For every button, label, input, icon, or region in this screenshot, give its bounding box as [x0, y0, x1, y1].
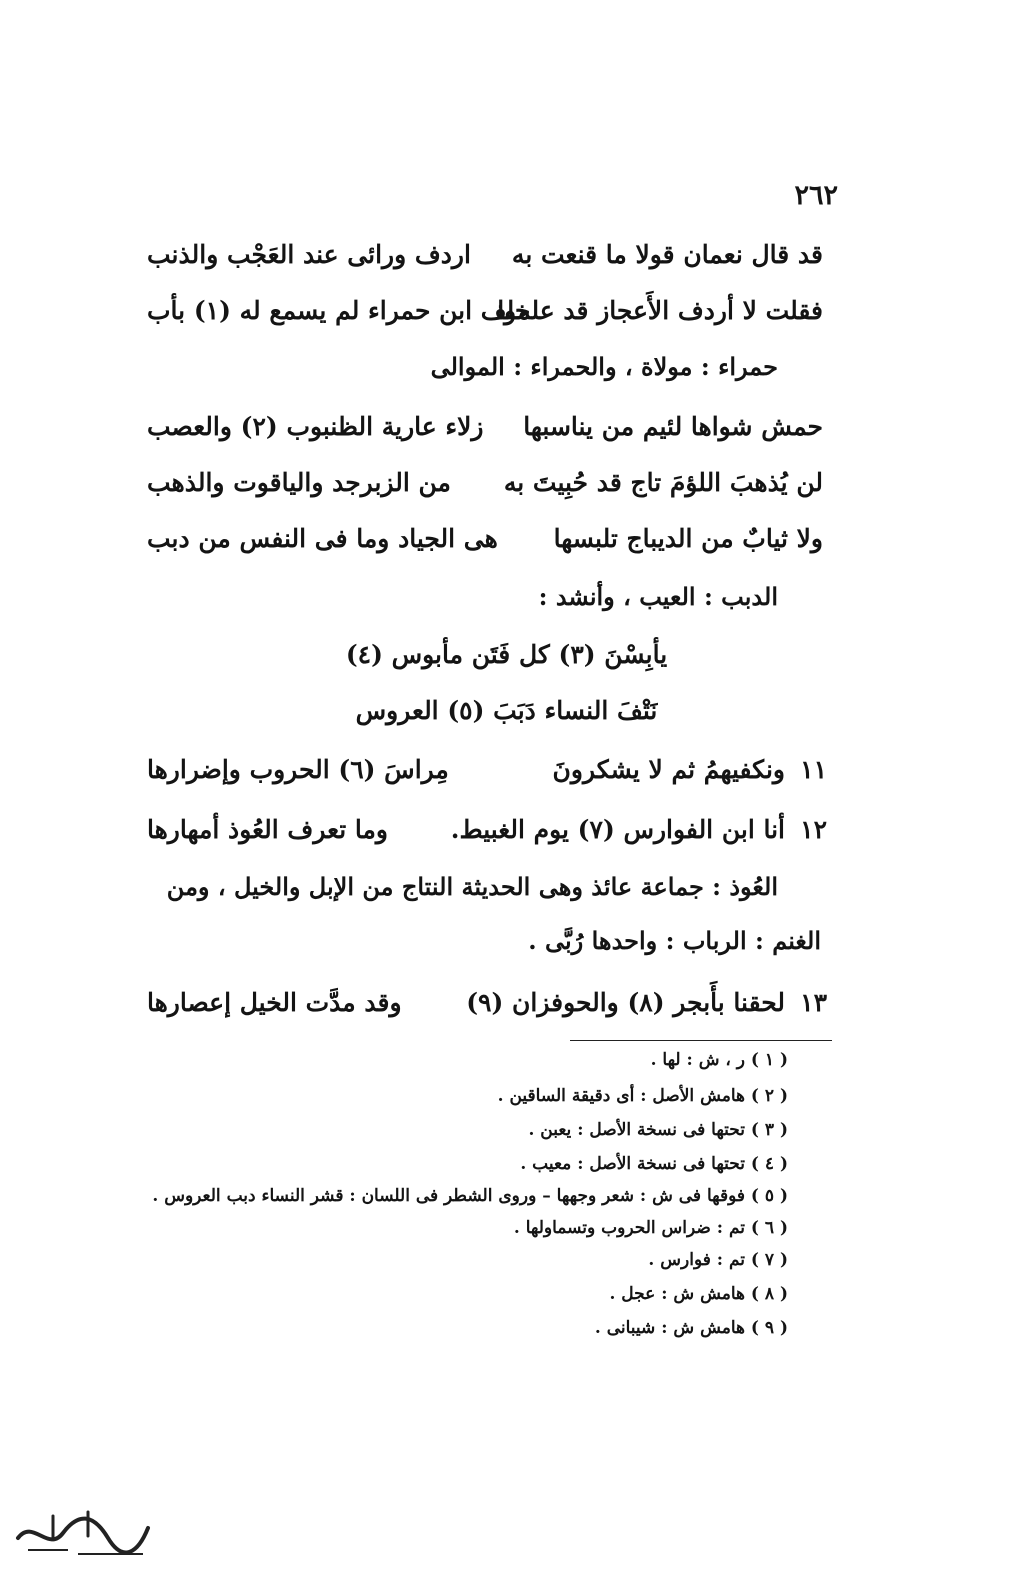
first-hemistich: لن يُذهبَ اللؤمَ تاج قد حُبِيتَ به	[503, 468, 823, 497]
verse-line	[147, 524, 823, 568]
first-hemistich: لحقنا بأَبجر (٨) والحوفزان (٩)	[466, 988, 785, 1017]
verse-line	[147, 468, 823, 512]
publisher-logo-icon	[8, 1498, 158, 1568]
verse-line	[147, 240, 823, 284]
footnote: ( ٦ ) تم : ضراس الحروب وتسماولها .	[513, 1218, 788, 1238]
footnote: ( ٧ ) تم : فوارس .	[648, 1250, 788, 1270]
numbered-verse	[147, 755, 827, 799]
gloss-line: الدبب : العيب ، وأنشد :	[538, 582, 778, 611]
rajaz-line: نَتْفَ النساء دَبَبَ (٥) العروس	[355, 696, 658, 725]
rajaz-line: يأبِسْنَ (٣) كل فَتَن مأبوس (٤)	[345, 640, 668, 669]
verse-number: ١١	[800, 755, 827, 784]
footnote: ( ٩ ) هامش ش : شيبانى .	[594, 1318, 788, 1338]
verse-line	[147, 296, 823, 340]
first-hemistich: حمش شواها لئيم من يناسبها	[523, 412, 823, 441]
second-hemistich: وما تعرف العُوذ أمهارها	[147, 815, 388, 844]
footnote: ( ٥ ) فوقها فى ش : شعر وجهها – وروى الشطر فى اللسان : قشر النساء دبب العروس .	[152, 1186, 788, 1206]
first-hemistich: أنا ابن الفوارس (٧) يوم الغبيط.	[450, 815, 785, 844]
verse-line	[147, 412, 823, 456]
first-hemistich: فقلت لا أردف الأَعجاز قد علموا	[497, 296, 823, 325]
footnote: ( ٣ ) تحتها فى نسخة الأصل : يعبن .	[528, 1120, 788, 1140]
second-hemistich: اردف ورائى عند العَجْب والذنب	[147, 240, 471, 269]
footnote: ( ٤ ) تحتها فى نسخة الأصل : معيب .	[520, 1154, 788, 1174]
footnote: ( ٢ ) هامش الأصل : أى دقيقة الساقين .	[497, 1086, 788, 1106]
gloss-line: الغنم : الرباب : واحدها رُبَّى .	[528, 926, 821, 955]
page-number: ٢٦٢	[794, 180, 838, 211]
footnote: ( ٨ ) هامش ش : عجل .	[609, 1284, 788, 1304]
first-hemistich: ولا ثيابٌ من الديباج تلبسها	[553, 524, 823, 553]
second-hemistich: هى الجياد وما فى النفس من دبب	[147, 524, 498, 553]
first-hemistich: قد قال نعمان قولا ما قنعت به	[511, 240, 823, 269]
gloss-line: العُوذ : جماعة عائذ وهى الحديثة النتاج من الإبل والخيل ، ومن	[166, 872, 778, 901]
verse-number: ١٣	[800, 988, 827, 1017]
second-hemistich: مِراسَ (٦) الحروب وإضرارها	[147, 755, 449, 784]
numbered-verse	[147, 988, 827, 1032]
footnote: ( ١ ) ر ، ش : لها .	[650, 1050, 788, 1070]
numbered-verse	[147, 815, 827, 859]
second-hemistich: خلف ابن حمراء لم يسمع له (١) بأب	[147, 296, 531, 325]
verse-number: ١٢	[800, 815, 827, 844]
second-hemistich: وقد مدَّت الخيل إعصارها	[147, 988, 402, 1017]
footnote-divider	[570, 1040, 832, 1041]
gloss-line: حمراء : مولاة ، والحمراء : الموالى	[430, 352, 778, 381]
first-hemistich: ونكفيهمُ ثم لا يشكرونَ	[552, 755, 785, 784]
second-hemistich: زلاء عارية الظنبوب (٢) والعصب	[147, 412, 484, 441]
second-hemistich: من الزبرجد والياقوت والذهب	[147, 468, 451, 497]
